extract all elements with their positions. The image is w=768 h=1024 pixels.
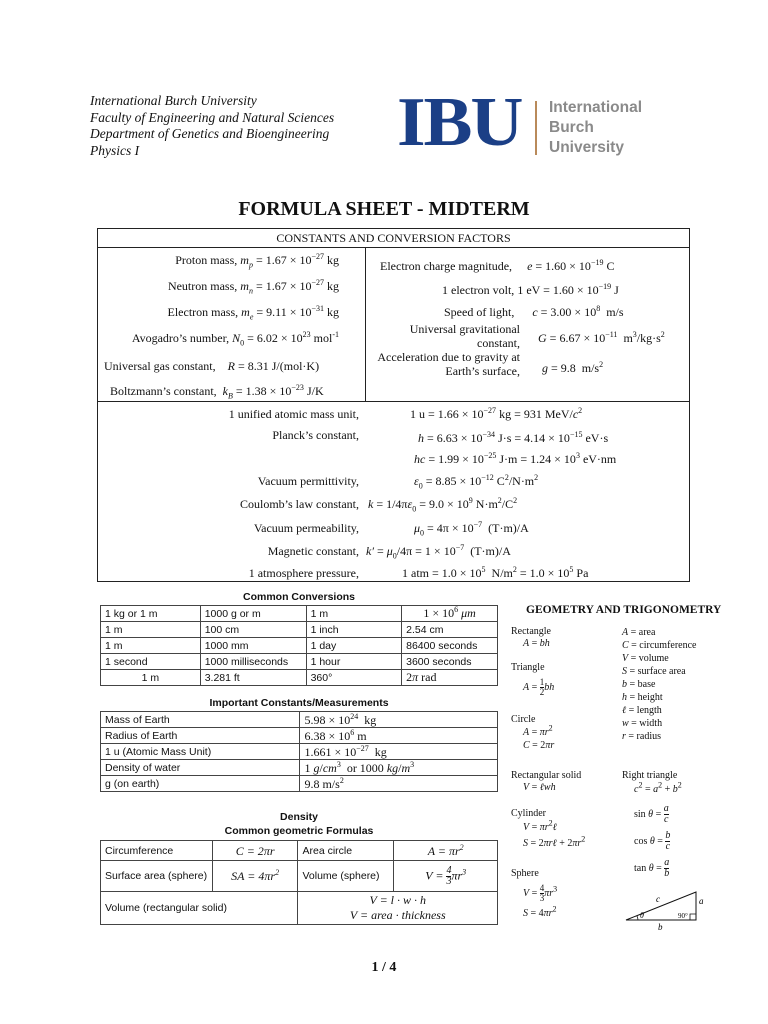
constant-amu: 1 $u = 1.66 \times 10^{-27}$ kg = 931 MeV/$c^2$ [410,406,583,421]
constant-permittivity: $\varepsilon_0 = 8.85 \times 10^{-12}$ $C^2/N\cdot m^2$ [414,473,539,491]
constant-gas: Universal gas constant, R = 8.31 J/(mol·K) [104,359,320,373]
important-table [100,711,498,792]
legend-item: r = radius [622,731,661,742]
table-row: 1 second 1000 milliseconds 1 hour 3600 seconds [101,654,498,670]
theta-label: θ [640,911,644,920]
shape-rectangle: Rectangle [511,626,551,637]
legend-item: h = height [622,692,663,703]
legend-item: b = base [622,679,656,690]
constant-electron-mass: Electron mass, $m_e = 9.11 \times 10^{-31}$ kg [167,304,339,322]
constant-planck: $h = 6.63 \times 10^{-34}$ $J\cdot s = 4.14 \times 10^{-15}$ eV·s [418,430,609,445]
divider [365,247,366,401]
university-name: International Burch University [90,93,257,108]
logo-text-line: International [549,99,643,116]
geometry-legend [622,626,697,743]
constant-gravitational: $G = 6.67 \times 10^{-11}$ $m^3/kg\cdot s^2$ [538,330,665,345]
constant-gravitational-label: Universal gravitational constant, [409,322,520,350]
right-triangle-title: Right triangle [622,770,678,781]
constant-magnetic-label: Magnetic constant, [267,544,359,558]
legend-item: C = circumference [622,640,697,651]
logo-text-line: University [549,139,624,156]
legend-item: A = area [622,627,656,638]
constants-heading: CONSTANTS AND CONVERSION FACTORS [98,229,689,248]
constant-hc: hc = $1.99 \times 10^{-25}$ $J\cdot m = 1.24 \times 10^3$ eV·nm [414,451,617,466]
page-title: FORMULA SHEET - MIDTERM [238,198,530,220]
table-row: Volume (rectangular solid) V = l · w · h V = area · thickness [101,892,498,925]
important-title: Important Constants/Measurements [209,697,389,709]
legend-item: V = volume [622,653,669,664]
circle-circumference-formula: C = 2πr [523,740,555,751]
tangent-formula: tan θ = $\frac{a}{b}$ [634,857,670,879]
constant-electron-charge: Electron charge magnitude, $e = 1.60 \times 10^{-19}$ C [380,258,615,273]
table-row: 1 u (Atomic Mass Unit) $1.661 \times 10^{-27}$ kg [101,744,498,760]
constant-permeability-label: Vacuum permeability, [253,521,359,535]
shape-cylinder: Cylinder [511,808,546,819]
conversions-table [100,605,498,686]
triangle-formula: A = $\frac{1}{2}$ bh [523,677,555,697]
table-row: Radius of Earth $6.38 \times 10^6$ m [101,728,498,744]
constant-proton-mass: Proton mass, $m_p = 1.67 \times 10^{-27}$ kg [175,252,339,270]
table-row: Surface area (sphere) SA = $4\pi r^2$ Volume (sphere) V = $\frac{4}{3}$ $\pi r^3$ [101,861,498,892]
constants-box [97,228,690,582]
shape-circle: Circle [511,714,536,725]
department-name: Department of Genetics and Bioengineering [90,126,330,141]
shape-rectangular-solid: Rectangular solid [511,770,582,781]
page-number: 1 / 4 [371,960,397,975]
pythagorean-formula: $c^2 = a^2 + b^2$ [634,780,682,795]
shape-triangle: Triangle [511,662,545,673]
logo-divider [535,101,537,155]
shape-sphere: Sphere [511,868,539,879]
geometric-formulas-table [100,840,498,925]
constant-atm: 1 atm = $1.0 \times 10^5$ $N/m^2 = 1.0 \times 10^5$ Pa [402,565,589,580]
constant-magnetic: $k' = \mu_0/4\pi = 1 \times 10^{-7}$ (T·m)/A [366,543,511,561]
faculty-name: Faculty of Engineering and Natural Sciences [90,109,335,125]
legend-item: w = width [622,718,663,729]
constant-boltzmann: Boltzmann’s constant, $k_B = 1.38 \times 10^{-23}$ J/K [110,383,324,401]
constant-speed-of-light: Speed of light, $c = 3.00 \times 10^8$ m/s [444,304,624,319]
constant-avogadro: Avogadro’s number, $N_0 = 6.02 \times 10^{23}$ mol$^{-1}$ [131,330,339,348]
constant-coulomb: $k = 1/4\pi\varepsilon_0 = 9.0 \times 10^9$ $N\cdot m^2/C^2$ [368,496,518,514]
constant-gravity: g = 9.8 $m/s^2$ [542,360,604,375]
table-row: 1 kg or 1 m 1000 g or m 1 m $1 \times 10^6$ μm [101,606,498,622]
constant-permittivity-label: Vacuum permittivity, [257,474,359,488]
right-triangle-diagram [620,888,710,933]
table-row: 1 m 100 cm 1 inch 2.54 cm [101,622,498,638]
sphere-volume-formula: V = $\frac{4}{3}$ $\pi r^3$ [523,883,558,903]
density-title: Density [280,811,318,823]
ibu-logo-mark: IBU [397,84,522,161]
side-b-label: b [658,922,663,932]
legend-item: S = surface area [622,666,686,677]
constant-coulomb-label: Coulomb’s law constant, [240,497,359,511]
constant-atm-label: 1 atmosphere pressure, [248,566,359,580]
table-row: g (on earth) 9.8 $m/s^2$ [101,776,498,792]
constant-electron-volt: 1 electron volt, 1 eV = $1.60 \times 10^{-19}$ J [442,282,619,297]
density-subtitle: Common geometric Formulas [224,825,374,837]
circle-area-formula: $A = \pi r^2$ [523,723,553,738]
constant-amu-label: 1 unified atomic mass unit, [228,407,359,421]
right-angle-label: 90° [678,912,688,920]
table-row: 1 m 1000 mm 1 day 86400 seconds [101,638,498,654]
header-info [90,93,334,159]
logo-text [549,98,642,158]
constant-permeability: $\mu_0 = 4\pi \times 10^{-7}$ (T·m)/A [414,520,529,538]
legend-item: ℓ = length [622,705,662,716]
cylinder-surface-formula: S = 2πrℓ + $2\pi r^2$ [523,834,586,849]
rectangle-formula: A = bh [523,638,550,649]
geometry-title: GEOMETRY AND TRIGONOMETRY [526,604,722,616]
cosine-formula: cos θ = $\frac{b}{c}$ [634,830,671,852]
conversions-title: Common Conversions [242,591,355,603]
logo-text-line: Burch [549,119,594,136]
constant-planck-label: Planck’s constant, [272,428,359,442]
table-row: Mass of Earth $5.98 \times 10^{24}$ kg [101,712,498,728]
side-a-label: a [699,896,704,906]
table-row: Density of water 1 $g/cm^3$ or 1000 $kg/m^3$ [101,760,498,776]
sine-formula: sin θ = $\frac{a}{c}$ [634,803,669,825]
sphere-surface-formula: $S = 4\pi r^2$ [523,904,557,919]
course-name: Physics I [90,142,140,158]
rect-solid-formula: V = ℓwh [523,782,556,793]
table-row: Circumference C = 2πr Area circle $A = \pi r^2$ [101,841,498,861]
divider [98,401,689,402]
cylinder-volume-formula: $V = \pi r^2\ell$ [523,818,557,833]
table-row: 1 m 3.281 ft 360° 2π rad [101,670,498,686]
constant-gravity-label: Acceleration due to gravity at Earth’s surface, [377,350,520,378]
constant-neutron-mass: Neutron mass, $m_n = 1.67 \times 10^{-27}$ kg [167,278,339,296]
hypotenuse-label: c [656,894,660,904]
